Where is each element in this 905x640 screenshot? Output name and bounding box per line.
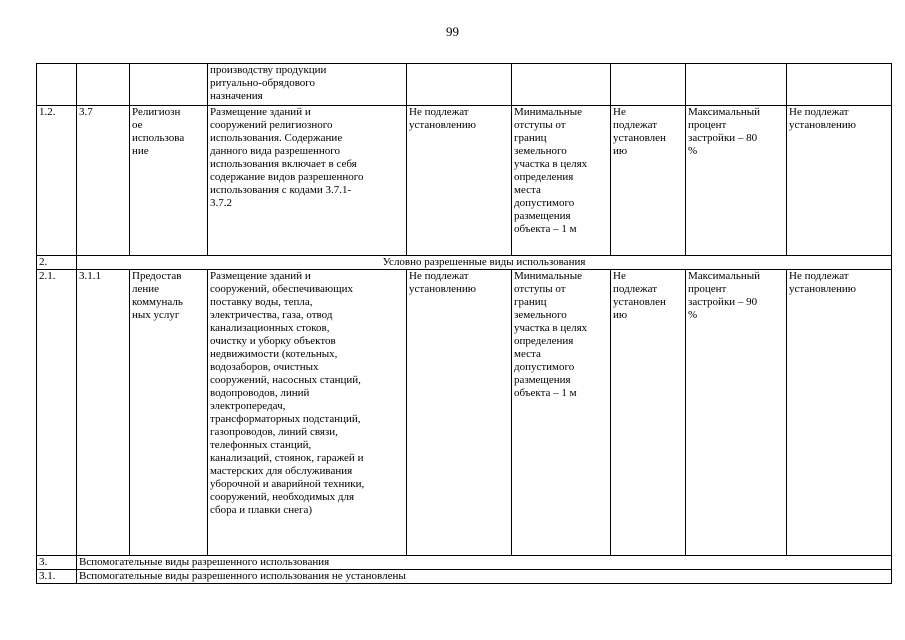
table-row-2-1 [37,270,892,556]
zoning-table [36,63,892,584]
cell-c6 [512,64,611,106]
cell-num: 2.1. [37,270,77,556]
cell-num: 2. [37,256,77,270]
cell-c5: Не подлежат установлению [407,270,512,556]
cell-c7: Не подлежат установлен ию [611,270,686,556]
cell-num: 3.1. [37,570,77,584]
cell-c5 [407,64,512,106]
table-row-3 [37,556,892,570]
cell-num: 3. [37,556,77,570]
cell-c8: Максимальный процент застройки – 80 % [686,106,787,256]
cell-name: Религиозн ое использова ние [130,106,208,256]
cell-c6: Минимальные отступы от границ земельного участка в целях определения места допустимого размещения объекта – 1 м [512,106,611,256]
cell-description: производству продукции ритуально-обрядового назначения [208,64,407,106]
cell-c5: Не подлежат установлению [407,106,512,256]
cell-description: Размещение зданий и сооружений религиозного использования. Содержание данного вида разрешенного использования включает в себя содержание видов разрешенного использования с кодами 3.7.1- 3.7.2 [208,106,407,256]
cell-num: 1.2. [37,106,77,256]
section-title: Вспомогательные виды разрешенного использования [77,556,892,570]
cell-c9 [787,64,892,106]
cell-description: Размещение зданий и сооружений, обеспечивающих поставку воды, тепла, электричества, газа, отвод канализационных стоков, очистку и уборку объектов недвижимости (котельных, водозаборов, очистных сооружений, насосных станций, водопроводов, линий электропередач, трансформаторных подстанций, газопроводов, линий связи, телефонных станций, канализаций, стоянок, гаражей и мастерских для обслуживания уборочной и аварийной техники, сооружений, необходимых для сбора и плавки снега) [208,270,407,556]
table-row-3-1 [37,570,892,584]
table-row-continuation [37,64,892,106]
cell-c7 [611,64,686,106]
cell-c9: Не подлежат установлению [787,270,892,556]
cell-code [77,64,130,106]
cell-code: 3.1.1 [77,270,130,556]
section-title: Вспомогательные виды разрешенного использования не установлены [77,570,892,584]
section-title: Условно разрешенные виды использования [77,256,892,270]
cell-name [130,64,208,106]
page-number: 99 [446,24,459,39]
table-row-2 [37,256,892,270]
cell-c6: Минимальные отступы от границ земельного участка в целях определения места допустимого размещения объекта – 1 м [512,270,611,556]
cell-c8 [686,64,787,106]
cell-name: Предостав ление коммуналь ных услуг [130,270,208,556]
cell-c8: Максимальный процент застройки – 90 % [686,270,787,556]
cell-c7: Не подлежат установлен ию [611,106,686,256]
cell-code: 3.7 [77,106,130,256]
cell-num [37,64,77,106]
cell-c9: Не подлежат установлению [787,106,892,256]
table-row-1-2 [37,106,892,256]
